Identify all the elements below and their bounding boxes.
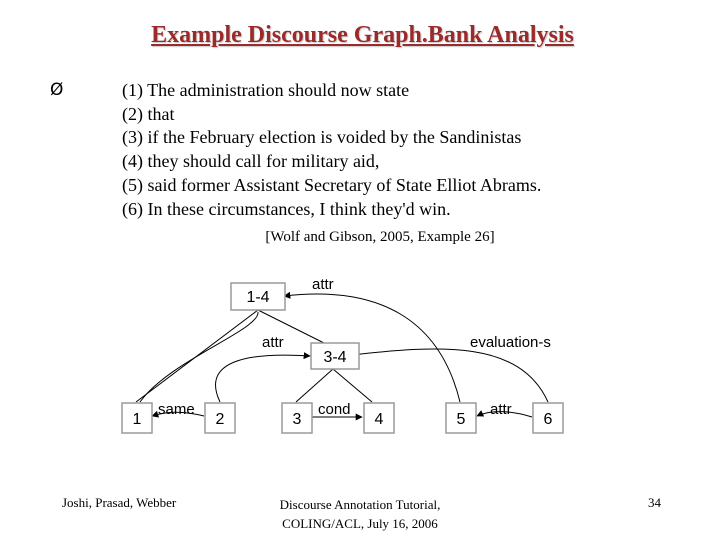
segment-line-6: (6) In these circumstances, I think they'd win. [122,198,451,219]
node-6 [533,403,563,433]
node-label: 4 [374,411,384,428]
segment-line-3: (3) if the February election is voided by the Sandinistas [122,127,522,148]
node-label: 1-4 [246,289,270,306]
edge-3-4-to-3 [296,369,333,402]
node-label: 6 [543,411,553,428]
edge-attr-2-to-3-4 [216,355,310,402]
edge-evaluation-6-to-3-4 [352,349,548,402]
edge-label-attr-top: attr [312,276,334,293]
edge-label-evaluation-s: evaluation-s [470,334,551,351]
footer-venue [230,495,490,533]
edge-1-to-2-arc [140,312,258,402]
segment-line-2: (2) that [122,103,175,124]
node-label: 2 [215,411,225,428]
segment-line-5: (5) said former Assistant Secretary of State Elliot Abrams. [122,174,542,195]
edge-3-4-to-4 [333,369,372,402]
edge-label-cond: cond [318,401,351,418]
node-1-4 [231,283,285,310]
node-5 [446,403,476,433]
footer-authors: Joshi, Prasad, Webber [62,495,177,510]
edge-label-attr-mid: attr [262,334,284,351]
node-label: 3 [292,411,302,428]
bullet-arrow-icon: Ø [50,80,64,100]
node-label: 5 [456,411,466,428]
edge-label-attr-right: attr [490,401,512,418]
node-4 [364,403,394,433]
page-number: 34 [648,495,661,510]
node-3 [282,403,312,433]
node-label: 3-4 [323,349,347,366]
node-3-4 [311,343,359,369]
segment-line-4: (4) they should call for military aid, [122,151,380,172]
footer-venue-line-1: Discourse Annotation Tutorial, [279,497,441,512]
slide-title: Example Discourse Graph.Bank Analysis [151,22,574,48]
node-1 [122,403,152,433]
edge-label-same: same [158,401,195,418]
segment-line-1: (1) The administration should now state [122,80,410,100]
footer-venue-line-2: COLING/ACL, July 16, 2006 [282,516,438,531]
node-2 [205,403,235,433]
node-label: 1 [132,411,142,428]
citation: [Wolf and Gibson, 2005, Example 26] [265,229,495,245]
